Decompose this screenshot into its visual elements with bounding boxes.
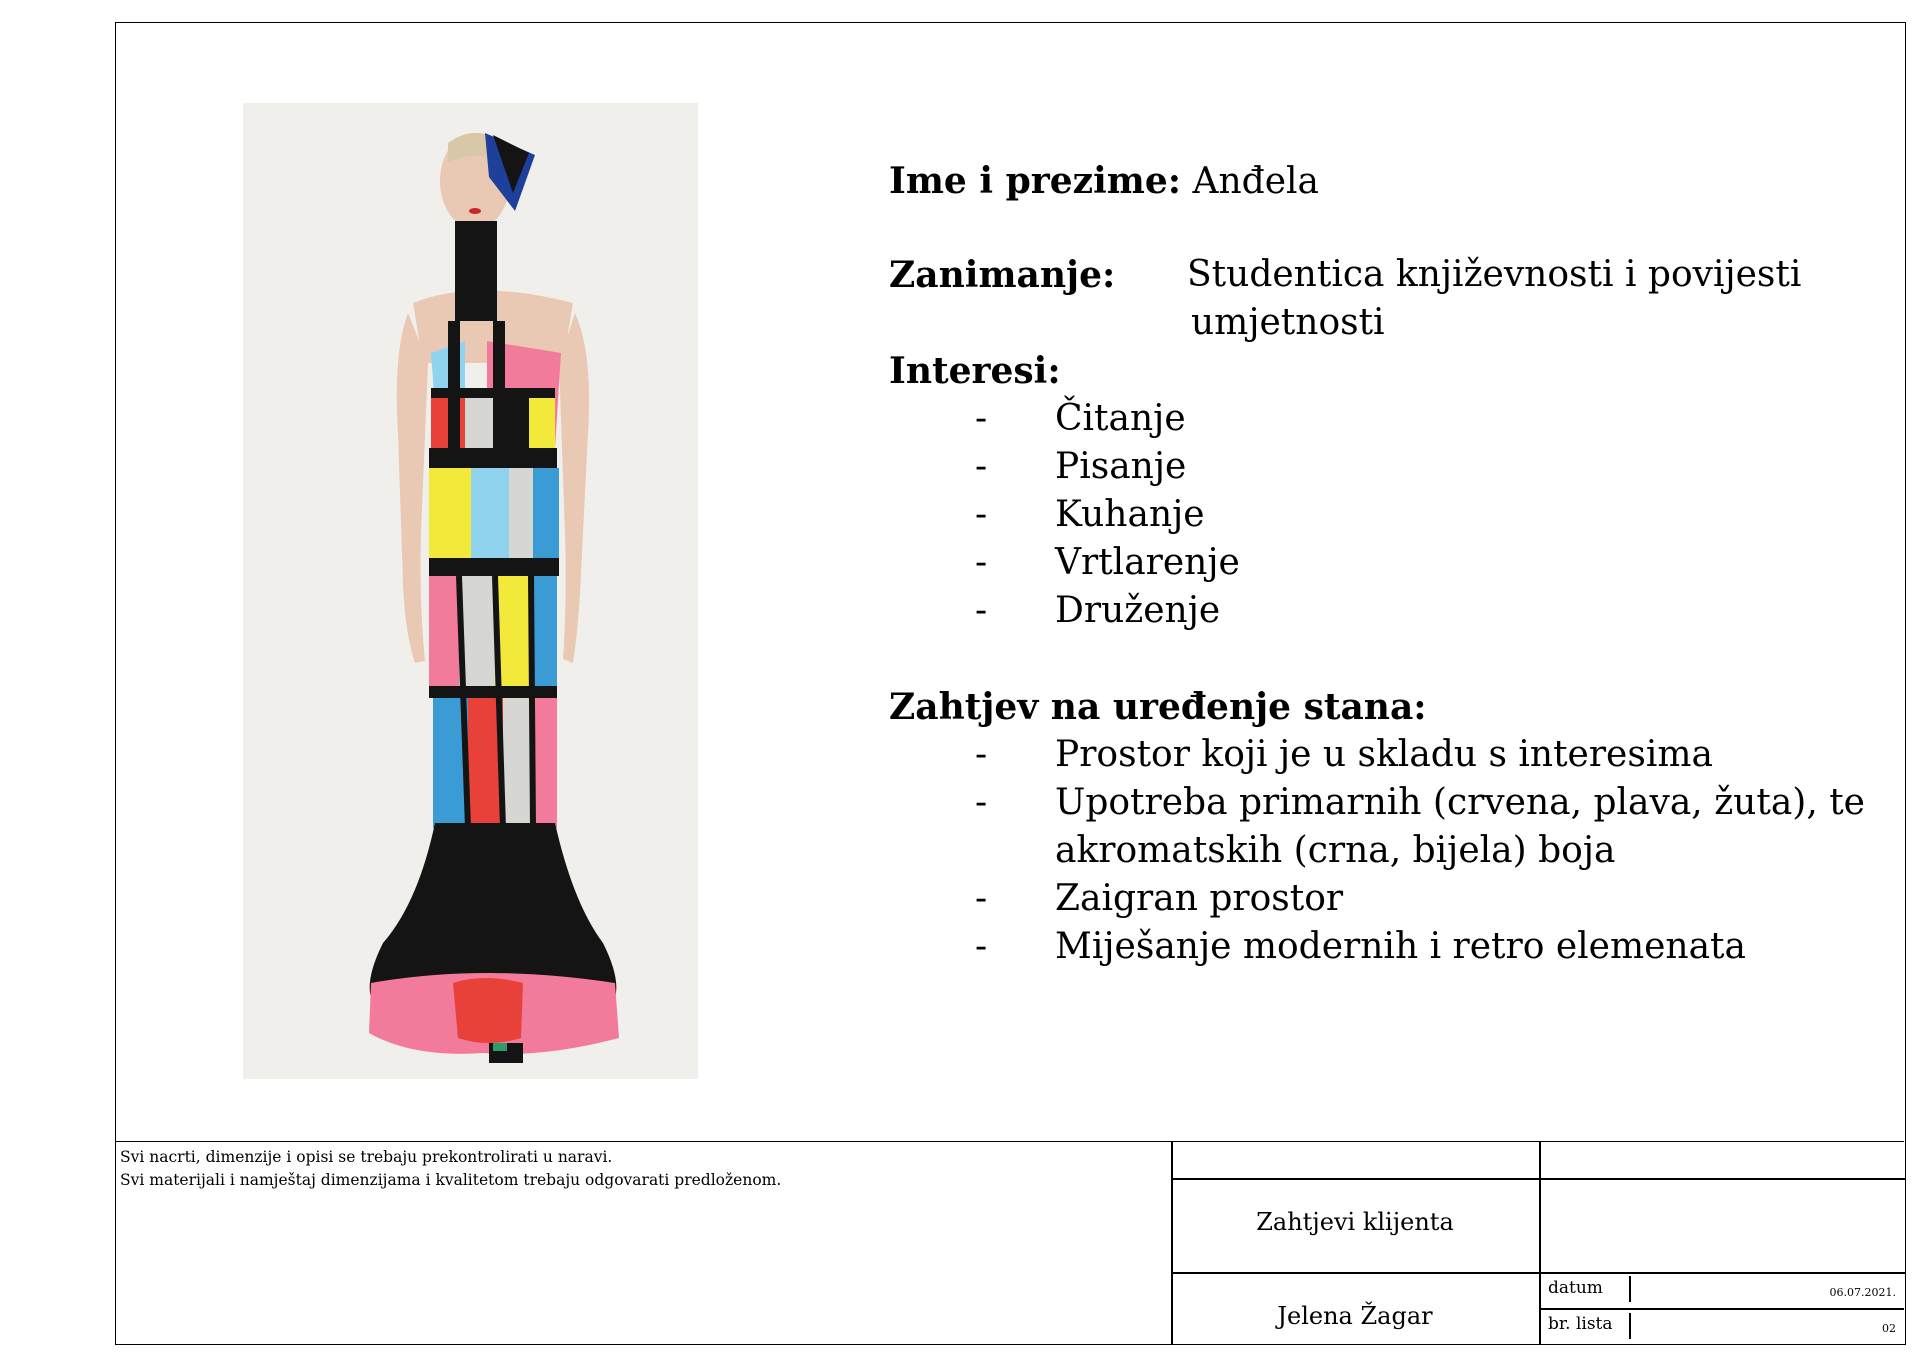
interest-item: Kuhanje <box>1055 494 1205 535</box>
title-block <box>116 1141 1904 1344</box>
interest-item: Pisanje <box>1055 446 1187 487</box>
occupation-row <box>889 251 1115 300</box>
occupation-value-line2: umjetnosti <box>1191 302 1385 343</box>
requirements-label <box>889 683 1427 732</box>
date-label: datum <box>1548 1278 1603 1298</box>
note-line: Svi nacrti, dimenzije i opisi se trebaju prekontrolirati u naravi. <box>120 1148 613 1166</box>
requirement-item: Miješanje modernih i retro elemenata <box>1055 926 1746 967</box>
interest-item: Druženje <box>1055 590 1221 631</box>
interest-item: Čitanje <box>1055 398 1186 439</box>
bullet-dash: - <box>975 878 988 919</box>
model-photo <box>243 103 698 1079</box>
divider <box>1171 1178 1905 1180</box>
author-name: Jelena Žagar <box>1277 1302 1433 1330</box>
divider <box>1171 1272 1905 1274</box>
note-line: Svi materijali i namještaj dimenzijama i kvalitetom trebaju odgovarati predloženom. <box>120 1171 782 1189</box>
date-value: 06.07.2021. <box>1829 1286 1896 1299</box>
divider <box>1539 1142 1541 1344</box>
requirement-item: Prostor koji je u skladu s interesima <box>1055 734 1713 775</box>
divider <box>1629 1313 1631 1339</box>
dress-illustration <box>243 103 698 1079</box>
bullet-dash: - <box>975 926 988 967</box>
bullet-dash: - <box>975 494 988 535</box>
interests-label <box>889 347 1061 396</box>
bullet-dash: - <box>975 734 988 775</box>
requirements-label-text: Zahtjev na uređenje stana: <box>889 686 1427 728</box>
interests-label-text: Interesi: <box>889 350 1061 392</box>
bullet-dash: - <box>975 782 988 823</box>
bullet-dash: - <box>975 446 988 487</box>
bullet-dash: - <box>975 398 988 439</box>
interest-item: Vrtlarenje <box>1055 542 1240 583</box>
title-block-notes <box>120 1146 781 1192</box>
requirement-item: Zaigran prostor <box>1055 878 1344 919</box>
name-row <box>889 157 1319 206</box>
bullet-dash: - <box>975 590 988 631</box>
sheet-number-label: br. lista <box>1548 1314 1613 1334</box>
requirement-item: Upotreba primarnih (crvena, plava, žuta), te <box>1055 782 1865 823</box>
occupation-value-line1: Studentica književnosti i povijesti <box>1187 254 1802 295</box>
name-label: Ime i prezime: <box>889 160 1182 202</box>
name-value: Anđela <box>1192 161 1319 202</box>
requirement-item-cont: akromatskih (crna, bijela) boja <box>1055 830 1616 871</box>
drawing-title: Zahtjevi klijenta <box>1256 1208 1454 1236</box>
divider <box>1539 1308 1904 1310</box>
occupation-label: Zanimanje: <box>889 254 1116 296</box>
bullet-dash: - <box>975 542 988 583</box>
drawing-sheet <box>115 22 1906 1345</box>
divider <box>1629 1276 1631 1302</box>
sheet-number-value: 02 <box>1882 1322 1896 1335</box>
